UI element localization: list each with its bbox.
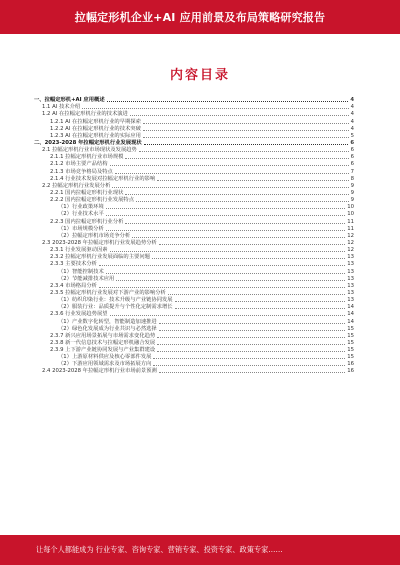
toc-entry-page: 4 <box>350 111 354 118</box>
toc-entry-label: 2.2.1 国内拉幅定形机行业现状 <box>50 189 124 196</box>
toc-leader-dots <box>106 215 346 216</box>
toc-entry-page: 9 <box>350 189 354 196</box>
toc-entry-label: （1）产业数字化转型，智能制造加速推进 <box>58 318 157 325</box>
toc-entry-page: 16 <box>347 368 354 375</box>
toc-leader-dots <box>106 273 346 274</box>
toc-leader-dots <box>110 165 349 166</box>
toc-leader-dots <box>125 158 348 159</box>
toc-entry-page: 4 <box>350 104 354 111</box>
toc-leader-dots <box>143 130 349 131</box>
toc-entry-label: 2.3.7 新兴应用场景拓展与市场需求变化趋势 <box>50 332 156 339</box>
toc-entry[interactable] <box>34 146 354 153</box>
toc-leader-dots <box>159 372 345 373</box>
toc-entry-label: 1.2 AI 在拉幅定形机行业的技术演进 <box>42 111 128 118</box>
table-of-contents <box>34 96 354 374</box>
toc-entry-page: 5 <box>350 132 354 139</box>
toc-entry[interactable] <box>34 317 354 324</box>
toc-entry-page: 13 <box>347 297 354 304</box>
toc-entry-page: 10 <box>347 204 354 211</box>
toc-entry-label: （1）上游原材料供应及核心零部件发展 <box>58 354 152 361</box>
toc-entry-page: 4 <box>350 118 354 125</box>
toc-entry-label: （1）市场规模分析 <box>58 225 104 232</box>
toc-entry[interactable] <box>34 282 354 289</box>
toc-entry-label: 2.3.3 主要技术分析 <box>50 261 97 268</box>
toc-entry-page: 15 <box>347 339 354 346</box>
toc-leader-dots <box>157 351 345 352</box>
toc-entry[interactable] <box>34 160 354 167</box>
toc-entry-page: 13 <box>347 261 354 268</box>
toc-entry-page: 9 <box>350 197 354 204</box>
toc-entry-page: 15 <box>347 354 354 361</box>
toc-entry-label: 2.3.8 新一代信息技术与拉幅定形机融合发展 <box>50 339 156 346</box>
toc-entry-label: 2.1.1 拉幅定形机行业市场规模 <box>50 154 124 161</box>
toc-entry-page: 12 <box>347 232 354 239</box>
toc-entry-page: 11 <box>347 225 354 232</box>
toc-entry[interactable] <box>34 167 354 174</box>
report-header-banner <box>0 0 400 34</box>
toc-entry-page: 15 <box>347 325 354 332</box>
toc-entry[interactable] <box>34 246 354 253</box>
toc-entry[interactable] <box>34 367 354 374</box>
toc-entry[interactable] <box>34 353 354 360</box>
toc-entry[interactable] <box>34 139 354 146</box>
toc-entry-label: 2.3.9 上下游产业链协同发展与产业集群建设 <box>50 347 156 354</box>
toc-entry-label: （2）服装行业：品质提升与个性化定制需求增长 <box>58 304 173 311</box>
footer-slogan: 让每个人都能成为 行业专家、咨询专家、营销专家、投资专家、政策专家…… <box>36 545 283 554</box>
toc-entry-label: 2.2.2 国内拉幅定形机行业发展特点 <box>50 197 135 204</box>
toc-entry[interactable] <box>34 275 354 282</box>
toc-entry-label: 1.1 AI 技术介绍 <box>42 104 81 111</box>
toc-entry[interactable] <box>34 289 354 296</box>
toc-entry-page: 11 <box>347 218 354 225</box>
toc-entry-label: （1）行业政策环境 <box>58 204 104 211</box>
toc-entry-page: 12 <box>347 247 354 254</box>
toc-entry[interactable] <box>34 182 354 189</box>
toc-entry-page: 15 <box>347 347 354 354</box>
toc-entry-label: 2.4 2023-2028 年拉幅定形机行业市场前景预测 <box>42 368 157 375</box>
toc-entry-label: 2.1 拉幅定形机行业市场现状及发展趋势 <box>42 147 137 154</box>
toc-entry-page: 9 <box>350 182 354 189</box>
toc-leader-dots <box>110 251 346 252</box>
toc-entry-page: 6 <box>350 154 354 161</box>
toc-entry-label: 2.2 拉幅定形机行业发展分析 <box>42 182 111 189</box>
toc-entry-page: 6 <box>350 147 354 154</box>
toc-leader-dots <box>157 337 345 338</box>
toc-entry-label: 2.3.4 市场格局分析 <box>50 282 97 289</box>
toc-entry[interactable] <box>34 239 354 246</box>
footer-banner <box>0 535 400 565</box>
toc-entry[interactable] <box>34 260 354 267</box>
toc-leader-dots <box>139 151 349 152</box>
toc-leader-dots <box>112 187 348 188</box>
toc-entry-page: 4 <box>350 97 354 104</box>
toc-leader-dots <box>132 237 345 238</box>
toc-entry-label: （2）节能减排技术应用 <box>58 275 115 282</box>
toc-entry-label: （1）智能控制技术 <box>58 268 104 275</box>
toc-entry-label: （2）下游应用领域需求及市场拓展方向 <box>58 361 152 368</box>
toc-entry[interactable] <box>34 346 354 353</box>
toc-entry-page: 16 <box>347 361 354 368</box>
toc-leader-dots <box>175 301 346 302</box>
toc-entry-page: 15 <box>347 332 354 339</box>
toc-entry-page: 10 <box>347 211 354 218</box>
toc-entry-page: 14 <box>347 304 354 311</box>
toc-leader-dots <box>153 358 345 359</box>
toc-leader-dots <box>136 201 349 202</box>
toc-entry[interactable] <box>34 196 354 203</box>
toc-entry[interactable] <box>34 110 354 117</box>
toc-leader-dots <box>125 223 345 224</box>
toc-leader-dots <box>107 101 349 102</box>
toc-entry-page: 14 <box>347 311 354 318</box>
toc-entry-label: 一、拉幅定形机+AI 应用概述 <box>34 97 105 104</box>
toc-entry-page: 13 <box>347 282 354 289</box>
toc-entry[interactable] <box>34 210 354 217</box>
toc-entry[interactable] <box>34 253 354 260</box>
toc-entry-page: 13 <box>347 289 354 296</box>
toc-entry-label: 2.3.5 拉幅定形机行业发展对下游产业的影响分析 <box>50 289 166 296</box>
toc-leader-dots <box>110 315 346 316</box>
toc-leader-dots <box>143 123 349 124</box>
toc-entry-label: 2.3 2023-2028 年拉幅定形机行业发展趋势分析 <box>42 239 157 246</box>
toc-entry[interactable] <box>34 296 354 303</box>
toc-leader-dots <box>159 330 346 331</box>
toc-entry-label: 2.1.2 市场主要产品结构 <box>50 161 108 168</box>
toc-entry[interactable] <box>34 96 354 103</box>
toc-entry[interactable] <box>34 310 354 317</box>
toc-entry-page: 13 <box>347 268 354 275</box>
toc-entry[interactable] <box>34 125 354 132</box>
toc-entry[interactable] <box>34 103 354 110</box>
toc-entry-label: 2.2.3 国内拉幅定形机行业分析 <box>50 218 124 225</box>
toc-leader-dots <box>144 144 349 145</box>
toc-leader-dots <box>106 208 346 209</box>
toc-entry-page: 8 <box>350 175 354 182</box>
toc-leader-dots <box>157 344 345 345</box>
report-title: 拉幅定形机企业+AI 应用前景及布局策略研究报告 <box>74 11 326 24</box>
toc-entry-label: 2.1.3 市场竞争格局及特点 <box>50 168 113 175</box>
toc-entry[interactable] <box>34 175 354 182</box>
toc-entry-label: 2.3.1 行业发展驱动因素 <box>50 247 108 254</box>
toc-leader-dots <box>82 108 348 109</box>
toc-leader-dots <box>130 115 349 116</box>
toc-entry[interactable] <box>34 332 354 339</box>
toc-entry-label: 1.2.3 AI 在拉幅定形机行业的实际应用 <box>50 132 141 139</box>
toc-entry-label: 2.1.4 行业技术发展对拉幅定形机行业的影响 <box>50 175 156 182</box>
toc-entry-label: （2）行业技术水平 <box>58 211 104 218</box>
toc-leader-dots <box>153 365 345 366</box>
toc-leader-dots <box>159 244 345 245</box>
toc-entry[interactable] <box>34 360 354 367</box>
toc-entry-label: 二、2023-2028 年拉幅定形机行业发展现状 <box>34 139 142 146</box>
toc-entry[interactable] <box>34 225 354 232</box>
toc-entry-label: 1.2.1 AI 在拉幅定形机行业的早期探索 <box>50 118 141 125</box>
toc-leader-dots <box>115 173 349 174</box>
toc-entry-label: 1.2.2 AI 在拉幅定形机行业的技术突破 <box>50 125 141 132</box>
toc-entry-label: （2）绿色化发展成为行业共识与必然选择 <box>58 325 157 332</box>
toc-leader-dots <box>99 287 345 288</box>
toc-entry[interactable] <box>34 325 354 332</box>
toc-heading: 内容目录 <box>169 68 230 83</box>
toc-leader-dots <box>152 258 345 259</box>
toc-entry-page: 13 <box>347 254 354 261</box>
toc-entry-label: 2.3.2 拉幅定形机行业发展面临的主要问题 <box>50 254 150 261</box>
toc-entry[interactable] <box>34 203 354 210</box>
toc-entry[interactable] <box>34 232 354 239</box>
toc-entry[interactable] <box>34 132 354 139</box>
toc-leader-dots <box>116 280 345 281</box>
toc-entry-page: 4 <box>350 125 354 132</box>
toc-entry[interactable] <box>34 217 354 224</box>
toc-leader-dots <box>106 230 346 231</box>
toc-entry-label: 2.3.6 行业发展趋势展望 <box>50 311 108 318</box>
toc-entry-page: 6 <box>350 161 354 168</box>
toc-leader-dots <box>99 265 345 266</box>
toc-entry[interactable] <box>34 303 354 310</box>
toc-leader-dots <box>125 194 348 195</box>
toc-entry[interactable] <box>34 189 354 196</box>
toc-leader-dots <box>143 137 349 138</box>
toc-entry-label: （1）纺织印染行业：技术升级与产业链协同发展 <box>58 297 173 304</box>
toc-entry-page: 7 <box>350 168 354 175</box>
toc-entry-label: （2）拉幅定形机市场竞争分析 <box>58 232 131 239</box>
toc-entry-page: 12 <box>347 239 354 246</box>
toc-entry[interactable] <box>34 117 354 124</box>
toc-entry-page: 13 <box>347 275 354 282</box>
toc-entry[interactable] <box>34 153 354 160</box>
toc-entry-page: 6 <box>350 139 354 146</box>
toc-leader-dots <box>175 308 346 309</box>
toc-entry-page: 14 <box>347 318 354 325</box>
toc-entry[interactable] <box>34 267 354 274</box>
toc-entry[interactable] <box>34 339 354 346</box>
toc-leader-dots <box>159 323 346 324</box>
toc-leader-dots <box>157 180 348 181</box>
toc-leader-dots <box>168 294 345 295</box>
